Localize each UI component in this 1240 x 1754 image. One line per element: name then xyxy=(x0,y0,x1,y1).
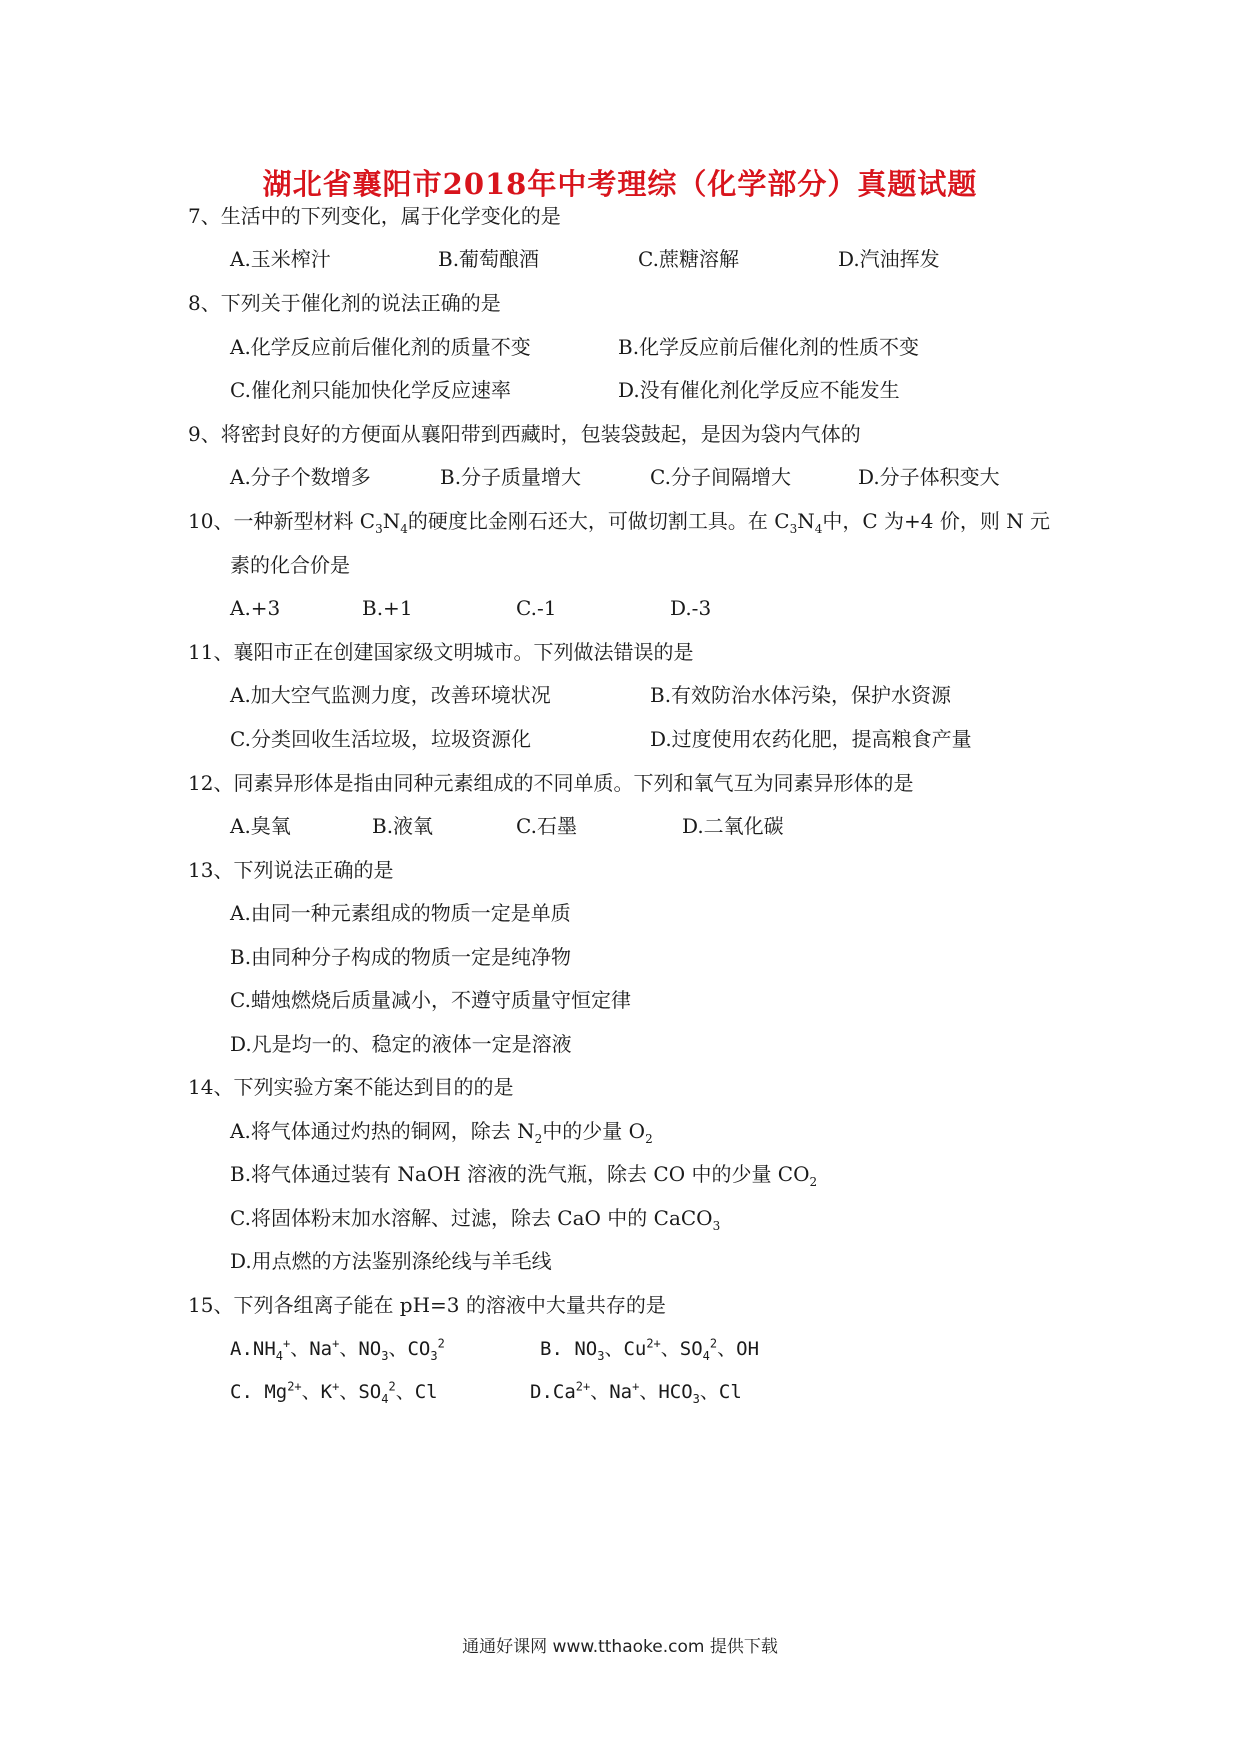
question-7-option-c: C.蔗糖溶解 xyxy=(638,247,739,271)
question-7-option-a: A.玉米榨汁 xyxy=(230,247,331,271)
question-14-option-b: B.将气体通过装有 NaOH 溶液的洗气瓶，除去 CO 中的少量 $CO_2$ xyxy=(230,1162,818,1189)
question-7-option-b: B.葡萄酿酒 xyxy=(438,247,540,271)
question-13-option-a: A.由同一种元素组成的物质一定是单质 xyxy=(230,901,571,925)
question-12-option-c: C.石墨 xyxy=(516,814,577,838)
question-7-option-d: D.汽油挥发 xyxy=(838,247,940,271)
question-13-option-b: B.由同种分子构成的物质一定是纯净物 xyxy=(230,945,572,969)
question-10-option-b: B.+1 xyxy=(362,596,413,620)
question-15-option-d: $D.Ca^{2+}$、Na+、$HCO_3$、Cl xyxy=(530,1379,742,1406)
page-footer: 通通好课网 www.tthaoke.com 提供下载 xyxy=(462,1637,778,1657)
question-9-option-b: B.分子质量增大 xyxy=(440,465,582,489)
question-9-option-c: C.分子间隔增大 xyxy=(650,465,791,489)
question-8-option-d: D.没有催化剂化学反应不能发生 xyxy=(618,378,900,402)
question-10-option-a: A.+3 xyxy=(230,596,281,620)
question-10-option-d: D.-3 xyxy=(670,596,712,620)
question-9-option-a: A.分子个数增多 xyxy=(230,465,371,489)
question-11-option-b: B.有效防治水体污染，保护水资源 xyxy=(650,683,952,707)
question-10-option-c: C.-1 xyxy=(516,596,557,620)
question-14-option-d: D.用点燃的方法鉴别涤纶线与羊毛线 xyxy=(230,1249,552,1273)
question-14-option-c: C.将固体粉末加水溶解、过滤，除去 CaO 中的 CaCO$_3$ xyxy=(230,1206,721,1233)
question-12-stem: 12、同素异形体是指由同种元素组成的不同单质。下列和氧气互为同素异形体的是 xyxy=(188,771,914,795)
question-12-option-a: A.臭氧 xyxy=(230,814,291,838)
question-15-stem: 15、下列各组离子能在 pH=3 的溶液中大量共存的是 xyxy=(188,1293,666,1317)
question-11-option-d: D.过度使用农药化肥，提高粮食产量 xyxy=(650,727,972,751)
question-13-option-c: C.蜡烛燃烧后质量减小，不遵守质量守恒定律 xyxy=(230,988,631,1012)
question-14-option-a: A.将气体通过灼热的铜网，除去 $N_2$中的少量 $O_2$ xyxy=(230,1119,653,1146)
question-15-option-a: $A.NH_4^+$、Na+、$NO_3$、$CO_3^2$ xyxy=(230,1336,445,1363)
question-8-option-c: C.催化剂只能加快化学反应速率 xyxy=(230,378,511,402)
question-12-option-d: D.二氧化碳 xyxy=(682,814,784,838)
question-11-option-a: A.加大空气监测力度，改善环境状况 xyxy=(230,683,551,707)
question-8-option-a: A.化学反应前后催化剂的质量不变 xyxy=(230,335,531,359)
question-11-stem: 11、襄阳市正在创建国家级文明城市。下列做法错误的是 xyxy=(188,640,694,664)
question-8-stem: 8、下列关于催化剂的说法正确的是 xyxy=(188,291,501,315)
question-10-stem-line2: 素的化合价是 xyxy=(230,553,350,577)
question-7-stem: 7、生活中的下列变化，属于化学变化的是 xyxy=(188,204,561,228)
question-9-stem: 9、将密封良好的方便面从襄阳带到西藏时，包装袋鼓起，是因为袋内气体的 xyxy=(188,422,861,446)
question-11-option-c: C.分类回收生活垃圾，垃圾资源化 xyxy=(230,727,531,751)
question-15-option-b: B. $NO_3$、$Cu^{2+}$、$SO_4^2$、OH xyxy=(540,1336,760,1363)
question-12-option-b: B.液氧 xyxy=(372,814,434,838)
question-9-option-d: D.分子体积变大 xyxy=(858,465,1000,489)
question-13-option-d: D.凡是均一的、稳定的液体一定是溶液 xyxy=(230,1032,572,1056)
question-8-option-b: B.化学反应前后催化剂的性质不变 xyxy=(618,335,920,359)
question-15-option-c: C. $Mg^{2+}$、K+、$SO_4^2$、Cl xyxy=(230,1379,438,1406)
page-title: 湖北省襄阳市2018年中考理综（化学部分）真题试题 xyxy=(262,167,978,201)
question-13-stem: 13、下列说法正确的是 xyxy=(188,858,394,882)
question-10-stem: 10、一种新型材料 $C_3N_4$的硬度比金刚石还大，可做切割工具。在 $C_3N_4$中，C 为+4 价，则 N 元 xyxy=(188,509,1051,536)
question-14-stem: 14、下列实验方案不能达到目的的是 xyxy=(188,1075,514,1099)
